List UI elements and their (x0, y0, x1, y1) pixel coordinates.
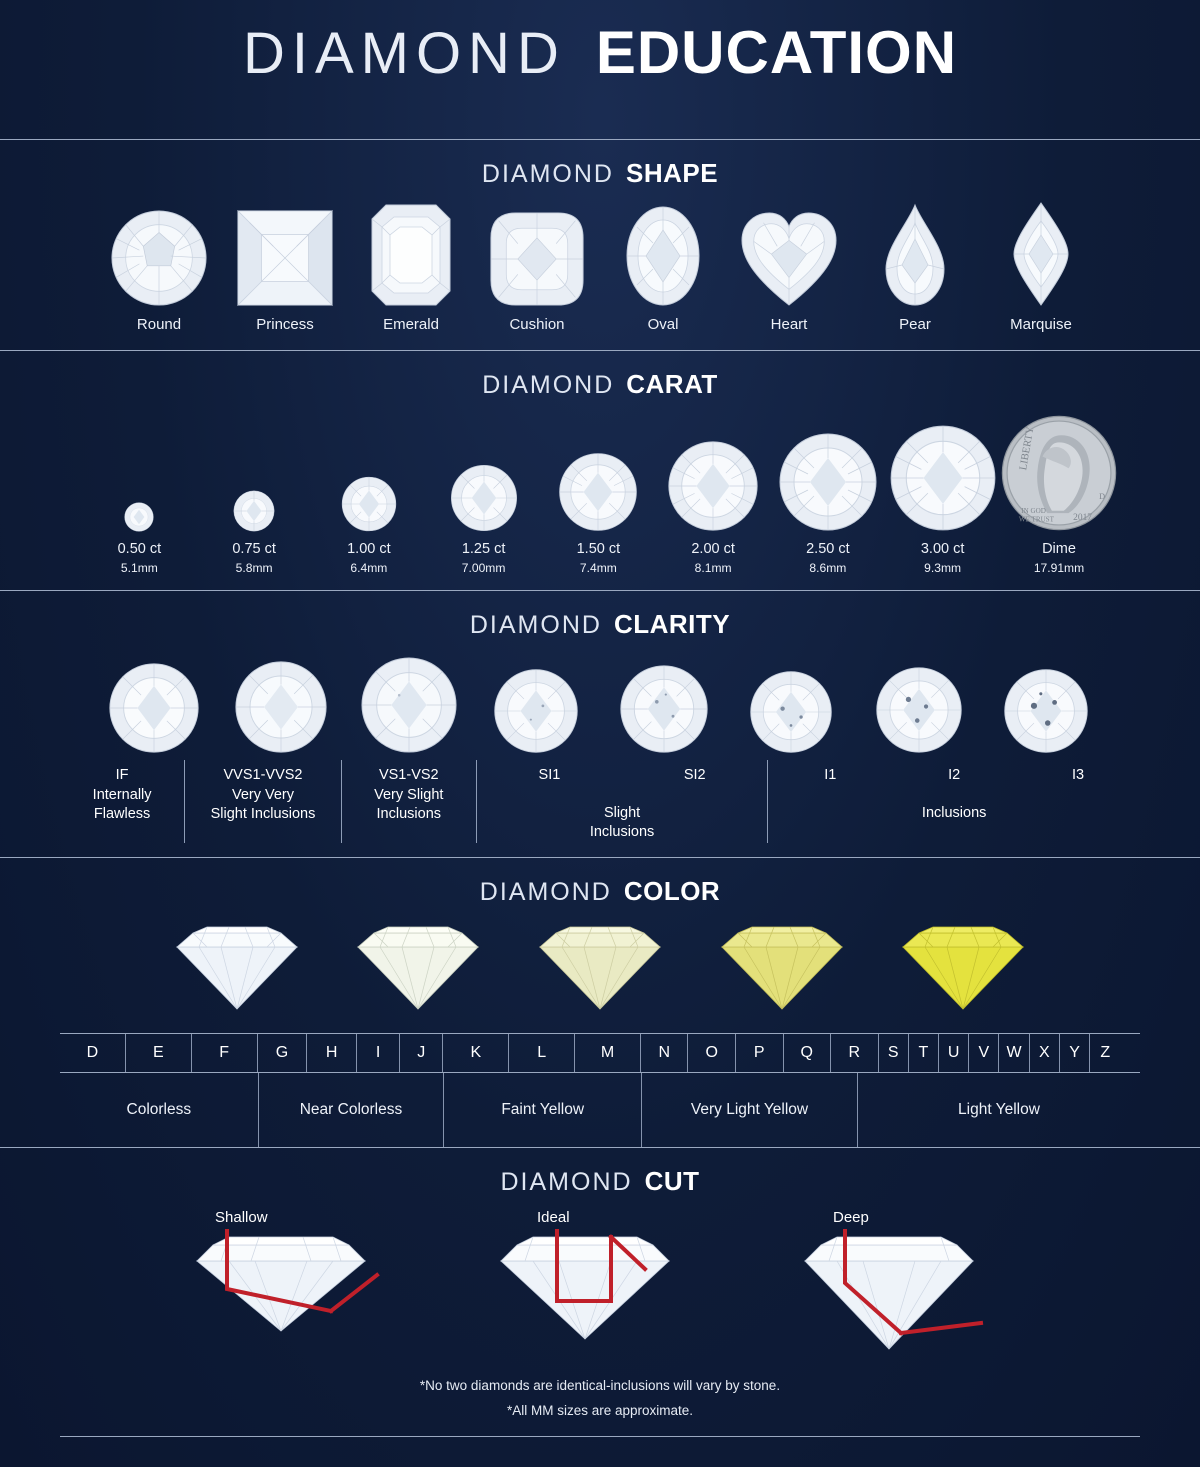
carat-item (885, 424, 1000, 576)
brilliant-profile-icon (352, 925, 484, 1011)
clarity-group-i (767, 760, 1140, 843)
page-title-thin: DIAMOND (242, 21, 566, 86)
clarity-stone (218, 660, 346, 754)
carat-weight: 1.00 ct (347, 541, 391, 558)
section-carat-title-thin: DIAMOND (482, 371, 615, 400)
color-grade: T (909, 1034, 939, 1072)
carat-size: 8.1mm (694, 560, 732, 575)
cut-label: Deep (833, 1208, 869, 1226)
carat-size: 7.00mm (461, 560, 506, 575)
shape-label: Round (136, 316, 182, 333)
color-grade: J (400, 1034, 443, 1072)
cut-label: Ideal (537, 1208, 570, 1226)
color-grade: N (641, 1034, 689, 1072)
color-gem-k-m (509, 925, 691, 1011)
carat-weight: Dime (1042, 541, 1076, 558)
carat-size: 6.4mm (350, 560, 388, 575)
shape-label: Emerald (383, 316, 439, 333)
carat-weight: 0.75 ct (232, 541, 276, 558)
round-diamond-icon (360, 656, 458, 754)
round-diamond-icon (889, 424, 997, 532)
round-diamond-icon (341, 476, 397, 532)
footnotes (60, 1359, 1140, 1436)
section-clarity-title-bold: CLARITY (613, 609, 731, 640)
clarity-desc: Inclusions (921, 804, 987, 821)
section-shape (0, 139, 1200, 334)
color-grade: F (192, 1034, 258, 1072)
color-grade: M (575, 1034, 641, 1072)
carat-item (197, 490, 312, 576)
brilliant-profile-icon (897, 925, 1029, 1011)
shape-item-round (100, 209, 218, 334)
color-range: Faint Yellow (443, 1073, 641, 1147)
footnote-1: *No two diamonds are identical-inclusions will vary by stone. (419, 1377, 781, 1393)
pear-diamond-icon (884, 203, 946, 307)
shape-item-cushion (478, 211, 596, 334)
color-grade: W (999, 1034, 1029, 1072)
carat-item (656, 440, 771, 576)
section-color (0, 857, 1200, 1147)
clarity-stone (90, 662, 218, 754)
round-diamond-icon (108, 662, 200, 754)
section-cut-title-thin: DIAMOND (500, 1167, 633, 1196)
carat-caption (118, 540, 162, 576)
shape-item-marquise (982, 201, 1100, 334)
cut-row (60, 1203, 1140, 1359)
section-shape-title-thin: DIAMOND (481, 160, 614, 188)
color-grade: Z (1100, 1043, 1111, 1061)
clarity-desc: Very Slight Inclusions (374, 786, 444, 823)
color-grade: Y (1060, 1034, 1090, 1072)
clarity-group-if (60, 760, 184, 843)
section-clarity (0, 590, 1200, 843)
cut-label: Shallow (215, 1208, 268, 1226)
color-grade: R (831, 1034, 879, 1072)
color-grade-bar (60, 1033, 1140, 1073)
brilliant-profile-icon (534, 925, 666, 1011)
shape-label: Cushion (509, 316, 565, 333)
section-shape-title (60, 140, 1140, 195)
carat-item (82, 502, 197, 576)
carat-weight: 2.50 ct (806, 541, 850, 558)
carat-size: 5.1mm (120, 560, 158, 575)
cut-item-shallow (181, 1209, 411, 1359)
clarity-grade: VVS1-VVS2 (223, 767, 303, 784)
shape-label: Princess (256, 316, 314, 333)
section-carat-title (60, 351, 1140, 406)
coin-motto-line2: WE TRUST (1018, 515, 1054, 524)
round-diamond-icon (110, 209, 208, 307)
color-gem-n-r (691, 925, 873, 1011)
section-color-title (60, 858, 1140, 913)
cut-item-ideal (485, 1209, 715, 1359)
brilliant-profile-icon (171, 925, 303, 1011)
color-grade: G (258, 1034, 308, 1072)
clarity-stone (728, 670, 856, 754)
color-range-bar (60, 1073, 1140, 1147)
carat-caption (462, 540, 506, 576)
dime-coin-icon (1000, 414, 1118, 532)
section-color-title-bold: COLOR (623, 875, 721, 906)
clarity-stone (983, 668, 1111, 754)
section-shape-title-bold: SHAPE (625, 158, 719, 188)
clarity-grade: IF (115, 767, 129, 784)
carat-caption (232, 540, 276, 576)
color-gem-s-z (872, 925, 1054, 1011)
clarity-group-vvs (184, 760, 341, 843)
color-range: Colorless (126, 1100, 192, 1118)
clarity-group-vs (341, 760, 476, 843)
carat-size: 8.6mm (809, 560, 847, 575)
heart-diamond-icon (740, 211, 838, 307)
carat-size: 7.4mm (579, 560, 617, 575)
shape-item-heart (730, 211, 848, 334)
carat-size: 5.8mm (235, 560, 273, 575)
clarity-desc: Internally Flawless (92, 786, 152, 823)
carat-caption (806, 540, 850, 576)
shape-row (60, 195, 1140, 334)
coin-liberty-text: LIBERTY (1018, 425, 1037, 472)
bottom-divider (60, 1436, 1140, 1437)
coin-motto-line1: IN GOD (1021, 507, 1046, 516)
page-title-bold: EDUCATION (595, 19, 958, 86)
carat-weight: 2.00 ct (691, 541, 735, 558)
ideal-cut-icon (485, 1227, 715, 1357)
color-grade: P (736, 1034, 784, 1072)
round-diamond-icon (667, 440, 759, 532)
clarity-grade: I2 (948, 767, 961, 784)
page-title (0, 0, 1200, 87)
cushion-diamond-icon (489, 211, 585, 307)
clarity-stone (855, 666, 983, 754)
clarity-grade: VS1-VS2 (378, 767, 439, 784)
carat-weight: 1.50 ct (576, 541, 621, 558)
color-grade: S (879, 1034, 909, 1072)
carat-item (541, 452, 656, 576)
color-gem-d-f (146, 925, 328, 1011)
carat-weight: 1.25 ct (461, 541, 506, 558)
section-clarity-title-thin: DIAMOND (469, 611, 602, 640)
clarity-desc: Very Very Slight Inclusions (210, 786, 316, 823)
carat-row (60, 406, 1140, 576)
color-range: Near Colorless (258, 1073, 444, 1147)
princess-diamond-icon (236, 209, 334, 307)
section-cut-title-bold: CUT (644, 1165, 700, 1196)
color-gem-g-j (328, 925, 510, 1011)
section-color-title-thin: DIAMOND (479, 877, 612, 906)
marquise-diamond-icon (1012, 201, 1070, 307)
clarity-label-row (60, 760, 1140, 843)
carat-item (426, 464, 541, 576)
color-grade: H (307, 1034, 357, 1072)
carat-weight: 3.00 ct (920, 541, 965, 558)
color-grade: E (126, 1034, 192, 1072)
clarity-stone (600, 664, 728, 754)
round-diamond-icon (493, 668, 579, 754)
color-gem-row (60, 913, 1140, 1011)
section-carat-title-bold: CARAT (626, 369, 718, 400)
carat-caption (577, 540, 621, 576)
carat-size: 9.3mm (924, 560, 962, 575)
carat-item (771, 432, 886, 576)
color-grade: D (60, 1034, 126, 1072)
color-range: Very Light Yellow (641, 1073, 857, 1147)
carat-caption (347, 540, 391, 576)
color-grade: V (969, 1034, 999, 1072)
clarity-desc: Slight Inclusions (589, 804, 655, 841)
shape-item-emerald (352, 203, 470, 334)
emerald-diamond-icon (370, 203, 452, 307)
section-carat (0, 350, 1200, 576)
clarity-group-si (476, 760, 768, 843)
color-grade: O (688, 1034, 736, 1072)
shape-label: Marquise (1010, 316, 1072, 333)
round-diamond-icon (778, 432, 878, 532)
carat-caption (1034, 540, 1084, 576)
oval-diamond-icon (625, 205, 701, 307)
section-cut-title (60, 1148, 1140, 1203)
color-grade: Q (784, 1034, 832, 1072)
carat-item-dime (1000, 414, 1118, 576)
shape-item-princess (226, 209, 344, 334)
color-grade: L (509, 1034, 575, 1072)
shape-label: Heart (770, 316, 808, 333)
coin-mint-mark: D (1099, 492, 1106, 502)
round-diamond-icon (558, 452, 638, 532)
clarity-grade: SI1 (538, 767, 561, 784)
clarity-stone (473, 668, 601, 754)
brilliant-profile-icon (716, 925, 848, 1011)
color-grade: K (443, 1034, 509, 1072)
shape-item-pear (856, 203, 974, 334)
deep-cut-icon (789, 1227, 1019, 1357)
clarity-row (60, 646, 1140, 754)
section-cut (0, 1147, 1200, 1437)
clarity-grade: I1 (824, 767, 837, 784)
carat-item (312, 476, 427, 576)
round-diamond-icon (234, 660, 328, 754)
shape-label: Oval (647, 316, 679, 333)
shallow-cut-icon (181, 1227, 411, 1357)
clarity-grade: I3 (1071, 767, 1085, 784)
round-diamond-icon (1003, 668, 1089, 754)
color-grade: X (1030, 1034, 1060, 1072)
cut-item-deep (789, 1209, 1019, 1359)
coin-year: 2017 (1073, 513, 1093, 524)
round-diamond-icon (619, 664, 709, 754)
color-range: Light Yellow (857, 1073, 1140, 1147)
clarity-grade: SI2 (683, 767, 706, 784)
footnote-2: *All MM sizes are approximate. (506, 1403, 694, 1419)
shape-item-oval (604, 205, 722, 334)
round-diamond-icon (749, 670, 833, 754)
shape-label: Pear (899, 316, 931, 333)
round-diamond-icon (233, 490, 275, 532)
color-grade: I (357, 1034, 400, 1072)
clarity-stone (345, 656, 473, 754)
carat-caption (921, 540, 965, 576)
carat-weight: 0.50 ct (117, 541, 162, 558)
round-diamond-icon (875, 666, 963, 754)
color-grade: U (939, 1034, 969, 1072)
carat-size: 17.91mm (1033, 560, 1085, 575)
section-clarity-title (60, 591, 1140, 646)
round-diamond-icon (124, 502, 154, 532)
carat-caption (691, 540, 735, 576)
round-diamond-icon (450, 464, 518, 532)
